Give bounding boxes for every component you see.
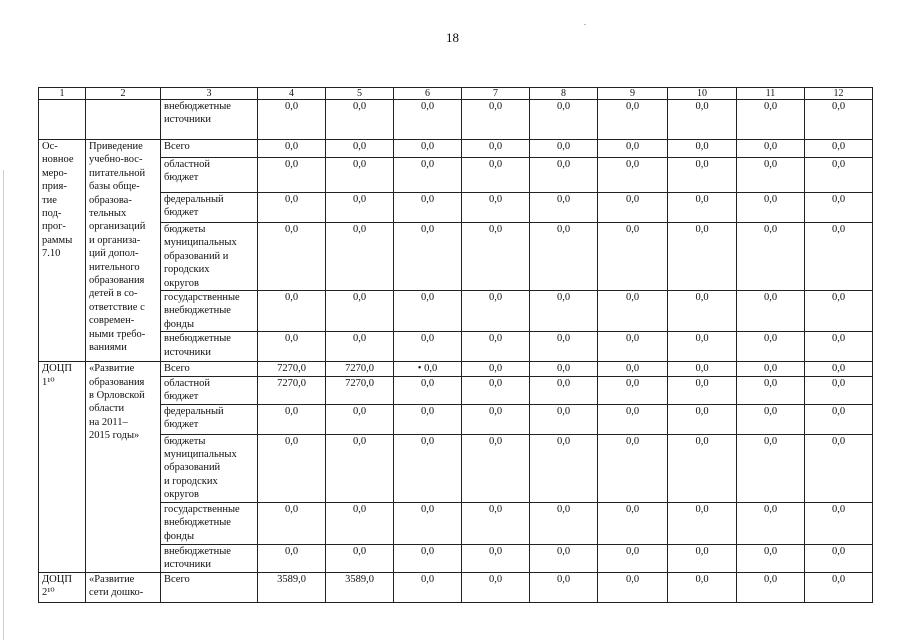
value-cell: 0,0: [805, 544, 873, 572]
value-cell: 0,0: [668, 544, 737, 572]
value-cell: 0,0: [326, 158, 394, 193]
value-cell: 0,0: [462, 100, 530, 140]
value-cell: 0,0: [530, 502, 598, 544]
value-cell: 0,0: [737, 376, 805, 404]
table-row: [39, 362, 873, 376]
value-cell: 0,0: [598, 502, 668, 544]
value-cell: 0,0: [462, 362, 530, 376]
value-cell: 0,0: [668, 362, 737, 376]
value-cell: 0,0: [462, 158, 530, 193]
value-cell: 0,0: [668, 332, 737, 362]
column-header: 6: [394, 88, 462, 100]
column-header: 7: [462, 88, 530, 100]
value-cell: 0,0: [737, 362, 805, 376]
funding-source: Всего: [161, 140, 258, 158]
value-cell: 0,0: [394, 291, 462, 332]
value-cell: 0,0: [598, 332, 668, 362]
value-cell: 0,0: [737, 572, 805, 602]
value-cell: 0,0: [805, 291, 873, 332]
value-cell: 0,0: [668, 100, 737, 140]
table-header-row: [39, 88, 873, 100]
value-cell: 0,0: [737, 502, 805, 544]
value-cell: 0,0: [394, 140, 462, 158]
value-cell: 0,0: [805, 376, 873, 404]
value-cell: 0,0: [737, 140, 805, 158]
value-cell: 0,0: [805, 140, 873, 158]
value-cell: 0,0: [326, 544, 394, 572]
empty-cell: [86, 100, 161, 140]
value-cell: 0,0: [394, 158, 462, 193]
value-cell: 0,0: [394, 434, 462, 502]
value-cell: 0,0: [737, 434, 805, 502]
value-cell: 0,0: [462, 291, 530, 332]
value-cell: 0,0: [394, 223, 462, 291]
value-cell: 0,0: [258, 100, 326, 140]
value-cell: 0,0: [668, 291, 737, 332]
value-cell: 0,0: [598, 140, 668, 158]
value-cell: 0,0: [598, 544, 668, 572]
value-cell: 0,0: [326, 193, 394, 223]
value-cell: 0,0: [326, 140, 394, 158]
program-title: Приведение учебно-вос- питательной базы обще- образова- тельных организаций и организа- ций допол- нительного образования детей в со- ответствие с современ- ными требо- ваниями: [86, 140, 161, 362]
value-cell: 0,0: [805, 502, 873, 544]
funding-source: бюджеты муниципальных образований и городских округов: [161, 223, 258, 291]
value-cell: 0,0: [668, 376, 737, 404]
program-code: Ос- новное меро- прия- тие под- прог- раммы 7.10: [39, 140, 86, 362]
value-cell: 0,0: [462, 193, 530, 223]
value-cell: 0,0: [326, 434, 394, 502]
value-cell: 0,0: [462, 502, 530, 544]
value-cell: 0,0: [668, 404, 737, 434]
value-cell: 0,0: [530, 362, 598, 376]
table-row: [39, 404, 873, 434]
value-cell: 0,0: [598, 158, 668, 193]
value-cell: 0,0: [326, 404, 394, 434]
value-cell: 7270,0: [258, 376, 326, 404]
column-header: 11: [737, 88, 805, 100]
value-cell: 0,0: [530, 223, 598, 291]
column-header: 2: [86, 88, 161, 100]
value-cell: 0,0: [668, 502, 737, 544]
table-row: [39, 332, 873, 362]
value-cell: 0,0: [258, 332, 326, 362]
value-cell: 0,0: [805, 223, 873, 291]
value-cell: 0,0: [326, 100, 394, 140]
value-cell: 0,0: [598, 291, 668, 332]
value-cell: 0,0: [805, 100, 873, 140]
column-header: 3: [161, 88, 258, 100]
table-row: [39, 158, 873, 193]
value-cell: 0,0: [394, 100, 462, 140]
value-cell: 0,0: [530, 376, 598, 404]
value-cell: 0,0: [530, 193, 598, 223]
table-row: [39, 140, 873, 158]
value-cell: 0,0: [258, 223, 326, 291]
value-cell: 0,0: [394, 193, 462, 223]
column-header: 4: [258, 88, 326, 100]
value-cell: 0,0: [530, 100, 598, 140]
funding-source: Всего: [161, 362, 258, 376]
value-cell: 0,0: [394, 572, 462, 602]
value-cell: 0,0: [805, 193, 873, 223]
funding-source: областной бюджет: [161, 158, 258, 193]
funding-source: внебюджетные источники: [161, 100, 258, 140]
value-cell: 0,0: [530, 434, 598, 502]
column-header: 9: [598, 88, 668, 100]
value-cell: 0,0: [530, 291, 598, 332]
value-cell: 0,0: [462, 332, 530, 362]
table-body: [39, 100, 873, 603]
funding-source: государственные внебюджетные фонды: [161, 291, 258, 332]
value-cell: 0,0: [737, 291, 805, 332]
column-header: 12: [805, 88, 873, 100]
value-cell: 0,0: [668, 140, 737, 158]
value-cell: 0,0: [598, 223, 668, 291]
funding-source: федеральный бюджет: [161, 404, 258, 434]
table-row: [39, 223, 873, 291]
value-cell: 0,0: [394, 404, 462, 434]
value-cell: 0,0: [668, 193, 737, 223]
value-cell: 0,0: [737, 544, 805, 572]
value-cell: 0,0: [805, 572, 873, 602]
value-cell: 0,0: [258, 140, 326, 158]
value-cell: 0,0: [530, 404, 598, 434]
value-cell: 7270,0: [258, 362, 326, 376]
value-cell: 0,0: [326, 291, 394, 332]
value-cell: 0,0: [394, 332, 462, 362]
value-cell: 0,0: [737, 223, 805, 291]
value-cell: 0,0: [598, 404, 668, 434]
value-cell: 0,0: [326, 332, 394, 362]
value-cell: 0,0: [462, 223, 530, 291]
value-cell: 0,0: [737, 404, 805, 434]
value-cell: 0,0: [805, 404, 873, 434]
value-cell: 0,0: [258, 502, 326, 544]
value-cell: 0,0: [462, 376, 530, 404]
value-cell: 0,0: [258, 291, 326, 332]
value-cell: 0,0: [258, 193, 326, 223]
value-cell: 0,0: [598, 193, 668, 223]
value-cell: 0,0: [737, 193, 805, 223]
table-row: [39, 502, 873, 544]
value-cell: 0,0: [530, 158, 598, 193]
value-cell: 0,0: [258, 434, 326, 502]
funding-source: федеральный бюджет: [161, 193, 258, 223]
value-cell: 0,0: [530, 572, 598, 602]
value-cell: 7270,0: [326, 376, 394, 404]
value-cell: 0,0: [598, 434, 668, 502]
value-cell: 3589,0: [258, 572, 326, 602]
column-header: 1: [39, 88, 86, 100]
scan-margin-line: [3, 170, 4, 640]
scan-speck: [584, 24, 586, 25]
table-row: [39, 376, 873, 404]
table-row: [39, 291, 873, 332]
value-cell: 0,0: [598, 572, 668, 602]
value-cell: 7270,0: [326, 362, 394, 376]
value-cell: 0,0: [462, 572, 530, 602]
value-cell: 0,0: [805, 362, 873, 376]
value-cell: 0,0: [462, 140, 530, 158]
value-cell: 3589,0: [326, 572, 394, 602]
value-cell: 0,0: [462, 434, 530, 502]
value-cell: 0,0: [258, 404, 326, 434]
value-cell: 0,0: [598, 100, 668, 140]
value-cell: 0,0: [598, 362, 668, 376]
table-row: [39, 544, 873, 572]
table-row: [39, 193, 873, 223]
value-cell: 0,0: [394, 376, 462, 404]
value-cell: 0,0: [530, 544, 598, 572]
funding-source: государственные внебюджетные фонды: [161, 502, 258, 544]
value-cell: 0,0: [326, 223, 394, 291]
funding-source: бюджеты муниципальных образований и городских округов: [161, 434, 258, 502]
budget-table-wrapper: [38, 87, 873, 603]
column-header: 10: [668, 88, 737, 100]
value-cell: 0,0: [598, 376, 668, 404]
budget-table: [38, 87, 873, 603]
program-title: «Развитие образования в Орловской области на 2011– 2015 годы»: [86, 362, 161, 572]
value-cell: 0,0: [668, 158, 737, 193]
value-cell: 0,0: [258, 158, 326, 193]
funding-source: внебюджетные источники: [161, 544, 258, 572]
funding-source: внебюджетные источники: [161, 332, 258, 362]
program-code: ДОЦП 2¹⁰: [39, 572, 86, 602]
value-cell: 0,0: [530, 140, 598, 158]
value-cell: • 0,0: [394, 362, 462, 376]
value-cell: 0,0: [737, 332, 805, 362]
value-cell: 0,0: [805, 332, 873, 362]
empty-cell: [39, 100, 86, 140]
value-cell: 0,0: [737, 158, 805, 193]
value-cell: 0,0: [462, 404, 530, 434]
table-row: [39, 572, 873, 602]
value-cell: 0,0: [462, 544, 530, 572]
program-title: «Развитие сети дошко-: [86, 572, 161, 602]
value-cell: 0,0: [668, 434, 737, 502]
value-cell: 0,0: [326, 502, 394, 544]
funding-source: Всего: [161, 572, 258, 602]
value-cell: 0,0: [394, 544, 462, 572]
funding-source: областной бюджет: [161, 376, 258, 404]
value-cell: 0,0: [668, 223, 737, 291]
page-number: 18: [446, 30, 459, 45]
column-header: 8: [530, 88, 598, 100]
value-cell: 0,0: [668, 572, 737, 602]
value-cell: 0,0: [805, 158, 873, 193]
value-cell: 0,0: [737, 100, 805, 140]
column-header: 5: [326, 88, 394, 100]
table-row: [39, 434, 873, 502]
value-cell: 0,0: [805, 434, 873, 502]
value-cell: 0,0: [258, 544, 326, 572]
program-code: ДОЦП 1¹⁰: [39, 362, 86, 572]
value-cell: 0,0: [394, 502, 462, 544]
value-cell: 0,0: [530, 332, 598, 362]
table-row: [39, 100, 873, 140]
